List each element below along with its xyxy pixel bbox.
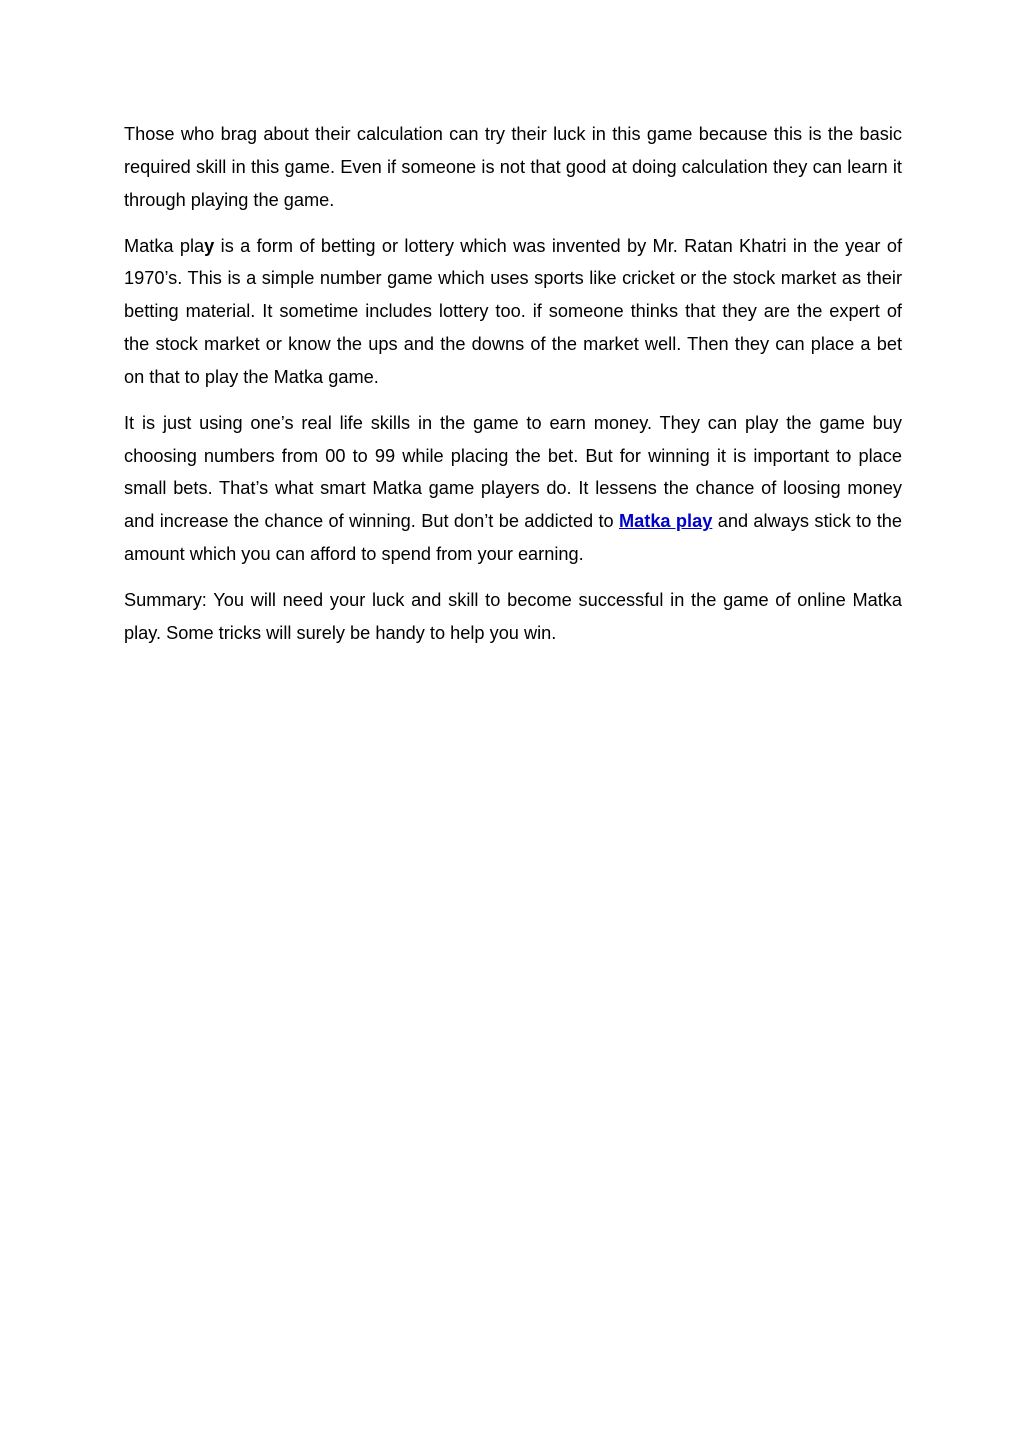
paragraph-1: Those who brag about their calculation can try their luck in this game because this is the basic required skill in this game. Even if someone is not that good at doing calculation they can learn it through playing the game. xyxy=(124,124,902,210)
paragraph-2-rest: is a form of betting or lottery which was invented by Mr. Ratan Khatri in the year of 1970’s. This is a simple number game which uses sports like cricket or the stock market as their betting material. It sometime includes lottery too. if someone thinks that they are the expert of the stock market or know the ups and the downs of the market well. Then they can place a bet on that to play the Matka game. xyxy=(124,235,903,387)
paragraph-3-after-link: and always stick to the amount which you can afford to spend from your earning. xyxy=(124,511,902,564)
document-body xyxy=(124,118,902,663)
paragraph-3-before-link: It is just using one’s real life skills in the game to earn money. They can play the game buy choosing numbers from 00 to 99 while placing the bet. But for winning it is important to place small bets. That’s what smart Matka game players do. It lessens the chance of loosing money and increase the chance of winning. But don’t be addicted to xyxy=(124,412,902,532)
paragraph-3 xyxy=(124,407,902,571)
summary-paragraph: Summary: You will need your luck and skill to become successful in the game of online Matka play. Some tricks will surely be handy to help you win. xyxy=(124,589,902,643)
matka-play-link[interactable]: Matka play xyxy=(619,511,713,532)
paragraph-2-bold-char: y xyxy=(204,235,215,256)
paragraph-2 xyxy=(124,230,902,394)
paragraph-2-lead: Matka pla xyxy=(124,235,205,256)
